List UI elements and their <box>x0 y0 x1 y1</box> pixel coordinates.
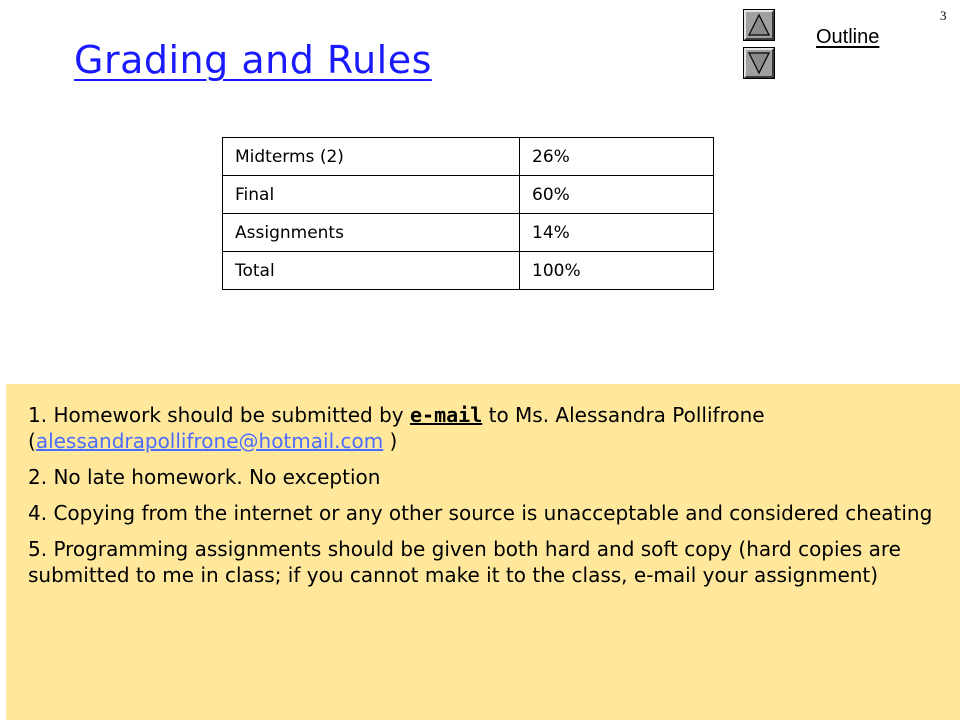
next-slide-button[interactable] <box>744 48 774 78</box>
email-method-text: e-mail <box>410 403 483 427</box>
weight-cell: 60% <box>520 176 714 214</box>
weight-cell: 14% <box>520 214 714 252</box>
email-address-link[interactable]: alessandrapollifrone@hotmail.com <box>35 429 384 453</box>
previous-slide-button[interactable] <box>744 10 774 40</box>
triangle-down-icon <box>746 50 772 76</box>
component-cell: Total <box>223 252 520 290</box>
rule-5: 5. Programming assignments should be given both hard and soft copy (hard copies are submitted to me in class; if you cannot make it to the class, e-mail your assignment) <box>28 537 901 587</box>
rule-1 <box>28 402 940 454</box>
component-cell: Final <box>223 176 520 214</box>
rule-2: 2. No late homework. No exception <box>28 465 381 489</box>
component-cell: Assignments <box>223 214 520 252</box>
outline-link[interactable]: Outline <box>816 26 880 48</box>
slide-title-link[interactable]: Grading and Rules <box>74 38 432 82</box>
rule-1-prefix: 1. Homework should be submitted by <box>28 403 410 427</box>
weight-cell: 100% <box>520 252 714 290</box>
rule-4: 4. Copying from the internet or any other source is unacceptable and considered cheating <box>28 501 933 525</box>
table-row <box>223 252 714 290</box>
rule-1-suffix: ) <box>383 429 398 453</box>
weight-cell: 26% <box>520 138 714 176</box>
triangle-up-icon <box>746 12 772 38</box>
rule-1-middle: to Ms. Alessandra Pollifrone ( <box>28 403 765 453</box>
table-row <box>223 176 714 214</box>
table-row <box>223 214 714 252</box>
table-row <box>223 138 714 176</box>
slide-number: 3 <box>940 8 947 23</box>
component-cell: Midterms (2) <box>223 138 520 176</box>
rules-box <box>6 384 960 720</box>
grading-table <box>222 137 714 290</box>
